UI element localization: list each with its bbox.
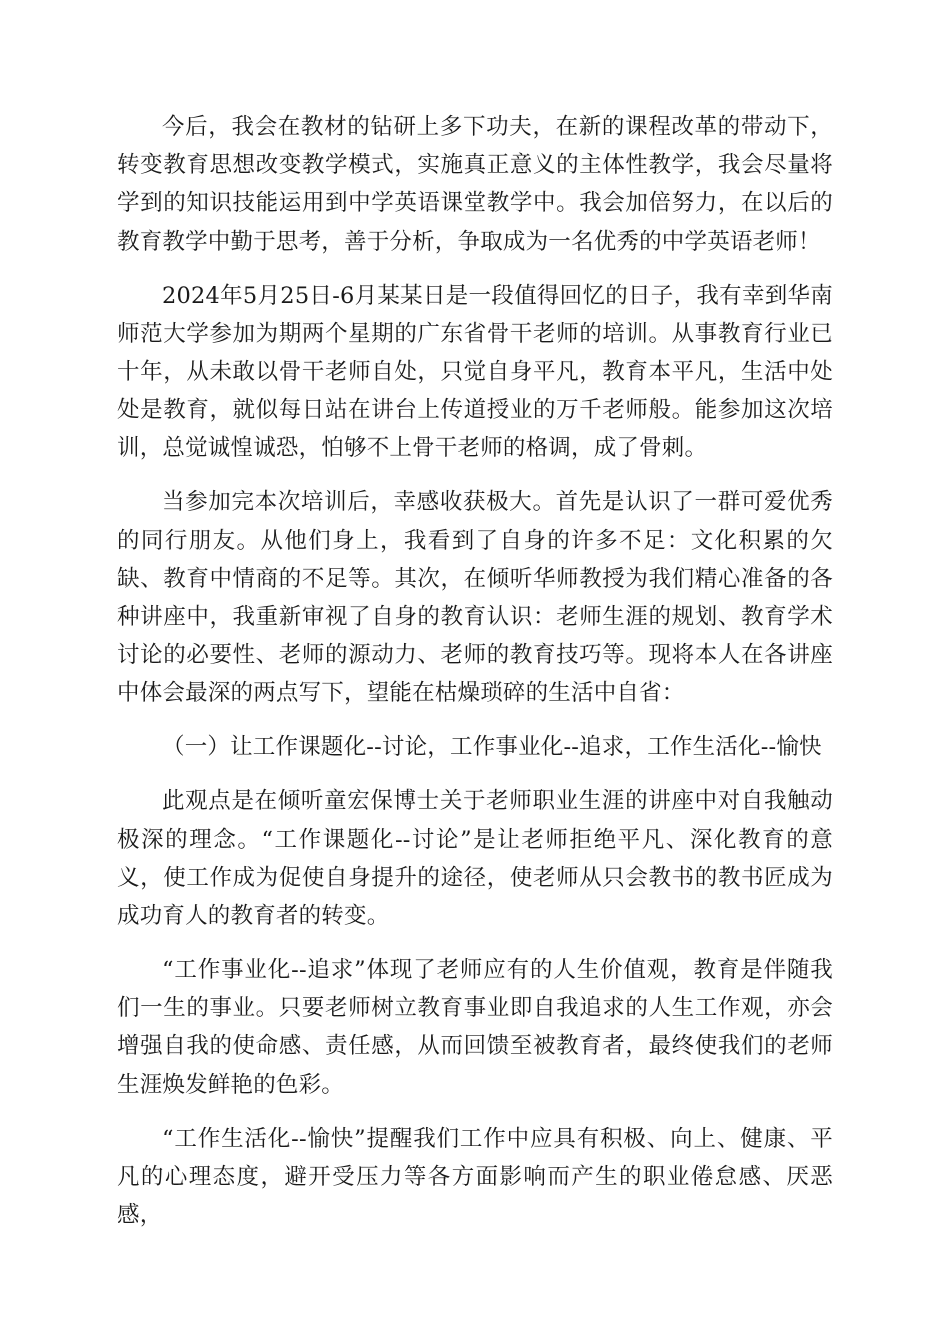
paragraph-work-research: 此观点是在倾听童宏保博士关于老师职业生涯的讲座中对自我触动极深的理念。“工作课题化--讨论”是让老师拒绝平凡、深化教育的意义，使工作成为促使自身提升的途径，使老师从只会教书的教书匠成为成功育人的教育者的转变。 <box>117 788 833 930</box>
paragraph-work-life: “工作生活化--愉快”提醒我们工作中应具有积极、向上、健康、平凡的心理态度，避开受压力等各方面影响而产生的职业倦怠感、厌恶感， <box>117 1125 833 1229</box>
paragraph-future-plan: 今后，我会在教材的钻研上多下功夫，在新的课程改革的带动下，转变教育思想改变教学模式，实施真正意义的主体性教学，我会尽量将学到的知识技能运用到中学英语课堂教学中。我会加倍努力，在以后的教育教学中勤于思考，善于分析，争取成为一名优秀的中学英语老师！ <box>117 114 833 255</box>
paragraph-training-intro: 2024年5月25日-6月某某日是一段值得回忆的日子，我有幸到华南师范大学参加为期两个星期的广东省骨干老师的培训。从事教育行业已十年，从未敢以骨干老师自处，只觉自身平凡，教育本平凡，生活中处处是教育，就似每日站在讲台上传道授业的万千老师般。能参加这次培训，总觉诚惶诚恐，怕够不上骨干老师的格调，成了骨刺。 <box>117 282 833 462</box>
paragraph-training-gains: 当参加完本次培训后，幸感收获极大。首先是认识了一群可爱优秀的同行朋友。从他们身上，我看到了自身的许多不足：文化积累的欠缺、教育中情商的不足等。其次，在倾听华师教授为我们精心准备的各种讲座中，我重新审视了自身的教育认识：老师生涯的规划、教育学术讨论的必要性、老师的源动力、老师的教育技巧等。现将本人在各讲座中体会最深的两点写下，望能在枯燥琐碎的生活中自省： <box>117 489 833 707</box>
document-body <box>117 108 833 1250</box>
paragraph-work-career: “工作事业化--追求”体现了老师应有的人生价值观，教育是伴随我们一生的事业。只要老师树立教育事业即自我追求的人生工作观，亦会增强自我的使命感、责任感，从而回馈至被教育者，最终使我们的老师生涯焕发鲜艳的色彩。 <box>117 957 833 1098</box>
section-heading-one: （一）让工作课题化--讨论，工作事业化--追求，工作生活化--愉快 <box>162 734 822 761</box>
